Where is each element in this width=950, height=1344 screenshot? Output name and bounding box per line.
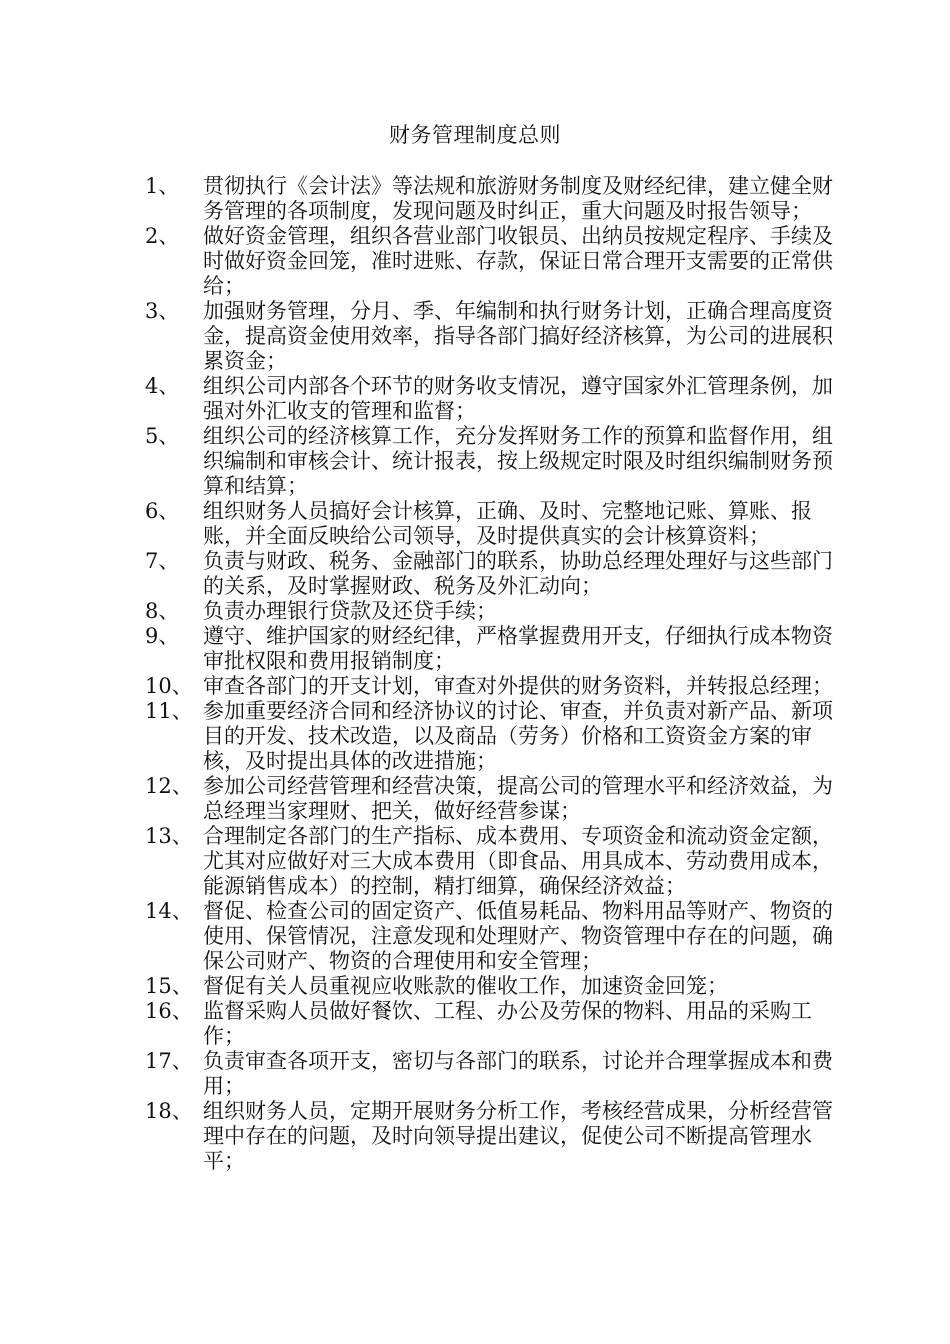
item-text: 督促有关人员重视应收账款的催收工作，加速资金回笼； (203, 974, 728, 998)
item-text: 加强财务管理，分月、季、年编制和执行财务计划，正确合理高度资金，提高资金使用效率，指导各部门搞好经济核算，为公司的进展积累资金； (203, 299, 833, 373)
item-text: 负责审查各项开支，密切与各部门的联系，讨论并合理掌握成本和费用； (203, 1049, 833, 1098)
item-number: 12、 (145, 774, 193, 798)
item-text: 做好资金管理，组织各营业部门收银员、出纳员按规定程序、手续及时做好资金回笼，准时进账、存款，保证日常合理开支需要的正常供给； (203, 224, 833, 298)
list-item (145, 1049, 845, 1099)
list-item (145, 674, 845, 699)
item-text: 合理制定各部门的生产指标、成本费用、专项资金和流动资金定额，尤其对应做好对三大成本费用（即食品、用具成本、劳动费用成本，能源销售成本）的控制，精打细算，确保经济效益； (203, 824, 833, 898)
item-number: 11、 (145, 699, 193, 723)
item-number: 8、 (145, 599, 180, 623)
list-item (145, 549, 845, 599)
item-text: 负责与财政、税务、金融部门的联系，协助总经理处理好与这些部门的关系，及时掌握财政、税务及外汇动向； (203, 549, 833, 598)
document-title: 财务管理制度总则 (389, 123, 561, 147)
item-text: 遵守、维护国家的财经纪律，严格掌握费用开支，仔细执行成本物资审批权限和费用报销制度； (203, 624, 833, 673)
item-text: 审查各部门的开支计划，审查对外提供的财务资料，并转报总经理； (203, 674, 833, 698)
list-item (145, 174, 845, 224)
item-number: 9、 (145, 624, 180, 648)
item-text: 参加重要经济合同和经济协议的讨论、审查，并负责对新产品、新项目的开发、技术改造，以及商品（劳务）价格和工资资金方案的审核，及时提出具体的改进措施； (203, 699, 833, 773)
item-text: 组织公司内部各个环节的财务收支情况，遵守国家外汇管理条例，加强对外汇收支的管理和监督； (203, 374, 833, 423)
list-item (145, 774, 845, 824)
item-text: 督促、检查公司的固定资产、低值易耗品、物料用品等财产、物资的使用、保管情况，注意发现和处理财产、物资管理中存在的问题，确保公司财产、物资的合理使用和安全管理； (203, 899, 833, 973)
item-number: 1、 (145, 174, 180, 198)
item-text: 参加公司经营管理和经营决策，提高公司的管理水平和经济效益，为总经理当家理财、把关，做好经营参谋； (203, 774, 833, 823)
item-number: 3、 (145, 299, 180, 323)
list-item (145, 624, 845, 674)
item-number: 16、 (145, 999, 193, 1023)
item-number: 10、 (145, 674, 193, 698)
item-number: 13、 (145, 824, 193, 848)
list-item (145, 999, 845, 1049)
item-number: 7、 (145, 549, 180, 573)
list-item (145, 1099, 845, 1174)
item-number: 14、 (145, 899, 193, 923)
item-text: 负责办理银行贷款及还贷手续； (203, 599, 497, 623)
item-text: 组织财务人员，定期开展财务分析工作，考核经营成果，分析经营管理中存在的问题，及时向领导提出建议，促使公司不断提高管理水平； (203, 1099, 833, 1173)
item-number: 15、 (145, 974, 193, 998)
list-item (145, 899, 845, 974)
item-number: 17、 (145, 1049, 193, 1073)
list-item (145, 974, 845, 999)
list-item (145, 824, 845, 899)
item-text: 组织财务人员搞好会计核算，正确、及时、完整地记账、算账、报账，并全面反映给公司领导，及时提供真实的会计核算资料； (203, 499, 812, 548)
item-number: 4、 (145, 374, 180, 398)
regulation-list (145, 174, 845, 1174)
item-number: 6、 (145, 499, 180, 523)
item-number: 2、 (145, 224, 180, 248)
list-item (145, 374, 845, 424)
item-number: 5、 (145, 424, 180, 448)
list-item (145, 299, 845, 374)
list-item (145, 599, 845, 624)
list-item (145, 224, 845, 299)
item-text: 组织公司的经济核算工作，充分发挥财务工作的预算和监督作用，组织编制和审核会计、统计报表，按上级规定时限及时组织编制财务预算和结算； (203, 424, 833, 498)
item-text: 监督采购人员做好餐饮、工程、办公及劳保的物料、用品的采购工作； (203, 999, 812, 1048)
item-text: 贯彻执行《会计法》等法规和旅游财务制度及财经纪律，建立健全财务管理的各项制度，发现问题及时纠正，重大问题及时报告领导； (203, 174, 833, 223)
list-item (145, 424, 845, 499)
item-number: 18、 (145, 1099, 193, 1123)
list-item (145, 499, 845, 549)
list-item (145, 699, 845, 774)
